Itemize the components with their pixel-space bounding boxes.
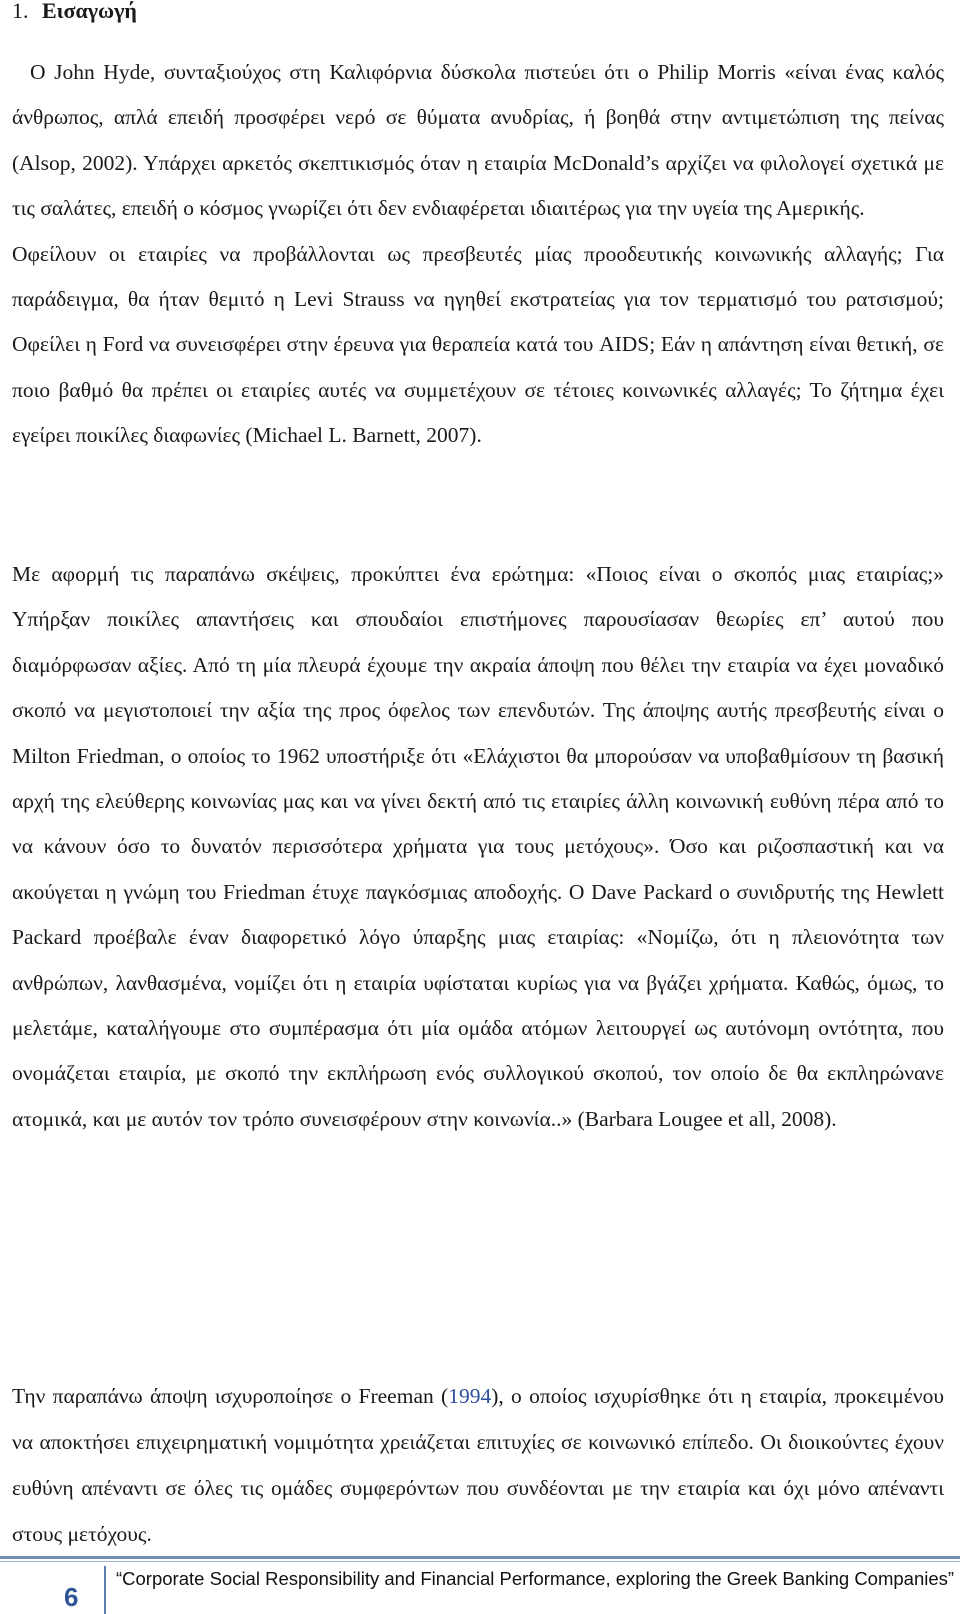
section-number: 1. — [12, 0, 29, 23]
footer-title: “Corporate Social Responsibility and Financial Performance, exploring the Greek Banking Companies” — [116, 1568, 955, 1589]
paragraph-freeman — [12, 1373, 944, 1557]
paragraph-intro-rest: Οφείλουν οι εταιρίες να προβάλλονται ως πρεσβευτές μίας προοδευτικής κοινωνικής αλλαγής; Για παράδειγμα, θα ήταν θεμιτό η Levi Strauss να ηγηθεί εκστρατείας για τον τερματισμό του ρατσισμού; Οφείλει η Ford να συνεισφέρει στην έρευνα για θεραπεία κατά του AIDS; Εάν η απάντηση είναι θετική, σε ποιο βαθμό θα πρέπει οι εταιρίες αυτές να συμμετέχουν σε τέτοιες κοινωνικές αλλαγές; Το ζήτημα έχει εγείρει ποικίλες διαφωνίες (Michael L. Barnett, 2007). — [12, 241, 944, 448]
paragraph-intro-lead: Ο John Hyde, συνταξιούχος στη Καλιφόρνια δύσκολα πιστεύει ότι ο Philip Morris «είναι ένας καλός άνθρωπος, απλά επειδή προσφέρει νερό σε θύματα ανυδρίας, ή βοηθά στην αντιμετώπιση της πείνας (Alsop, 2002). Υπάρχει αρκετός σκεπτικισμός όταν η εταιρία McDonald’s αρχίζει να φιλολογεί σχετικά με τις σαλάτες, επειδή ο κόσμος γνωρίζει ότι δεν ενδιαφέρεται ιδιαιτέρως για την υγεία της Αμερικής. — [12, 60, 944, 221]
page-number: 6 — [64, 1582, 79, 1612]
citation-year-link[interactable]: 1994 — [448, 1384, 492, 1408]
footer-divider-thin — [0, 1561, 960, 1562]
paragraph-freeman-text-end: ), ο οποίος ισχυρίσθηκε ότι η εταιρία, προκειμένου να αποκτήσει επιχειρηματική νομιμότητα χρειάζεται επιτυχίες σε κοινωνικό επίπεδο. Οι διοικούντες έχουν ευθύνη απέναντι σε όλες τις ομάδες συμφερόντων που συνδέονται με την εταιρία και όχι μόνο απέναντι στους μετόχους. — [12, 1384, 944, 1546]
paragraph-purpose: Με αφορμή τις παραπάνω σκέψεις, προκύπτει ένα ερώτημα: «Ποιος είναι ο σκοπός μιας εταιρίας;» Υπήρξαν ποικίλες απαντήσεις και σπουδαίοι επιστήμονες παρουσίασαν θεωρίες επ’ αυτού που διαμόρφωσαν αξίες. Από τη μία πλευρά έχουμε την ακραία άποψη που θέλει την εταιρία να έχει μοναδικό σκοπό να μεγιστοποιεί την αξία της προς όφελος των επενδυτών. Της άποψης αυτής πρεσβευτής είναι ο Milton Friedman, ο οποίος το 1962 υποστήριξε ότι «Ελάχιστοι θα μπορούσαν να υποβαθμίσουν τη βασική αρχή της ελεύθερης κοινωνίας μας και να γίνει δεκτή από τις εταιρίες άλλη κοινωνική ευθύνη πέρα από το να κάνουν όσο το δυνατόν περισσότερα χρήματα για τους μετόχους». Όσο και ριζοσπαστική και να ακούγεται η γνώμη του Friedman έτυχε παγκόσμιας αποδοχής. Ο Dave Packard ο συνιδρυτής της Hewlett Packard προέβαλε έναν διαφορετικό λόγο ύπαρξης μιας εταιρίας: «Νομίζω, ότι η πλειονότητα των ανθρώπων, λανθασμένα, νομίζει ότι η εταιρία υφίσταται κυρίως για να βγάζει χρήματα. Καθώς, όμως, το μελετάμε, καταλήγουμε στο συμπέρασμα ότι μία ομάδα ατόμων λειτουργεί ως αυτόνομη οντότητα, που ονομάζεται εταιρία, με σκοπό την εκπλήρωση ενός συλλογικού σκοπού, τον οποίο δε θα εκπληρώνανε ατομικά, και με αυτόν τον τρόπο συνεισφέρουν στην κοινωνία..» (Barbara Lougee et all, 2008). — [12, 562, 944, 1131]
paragraph-intro — [12, 50, 944, 459]
paragraph-freeman-text-start: Την παραπάνω άποψη ισχυροποίησε ο Freeman ( — [12, 1384, 449, 1408]
section-title: Εισαγωγή — [42, 0, 137, 23]
section-heading — [12, 0, 137, 26]
footer-separator — [104, 1566, 106, 1614]
footer-divider — [0, 1556, 960, 1559]
